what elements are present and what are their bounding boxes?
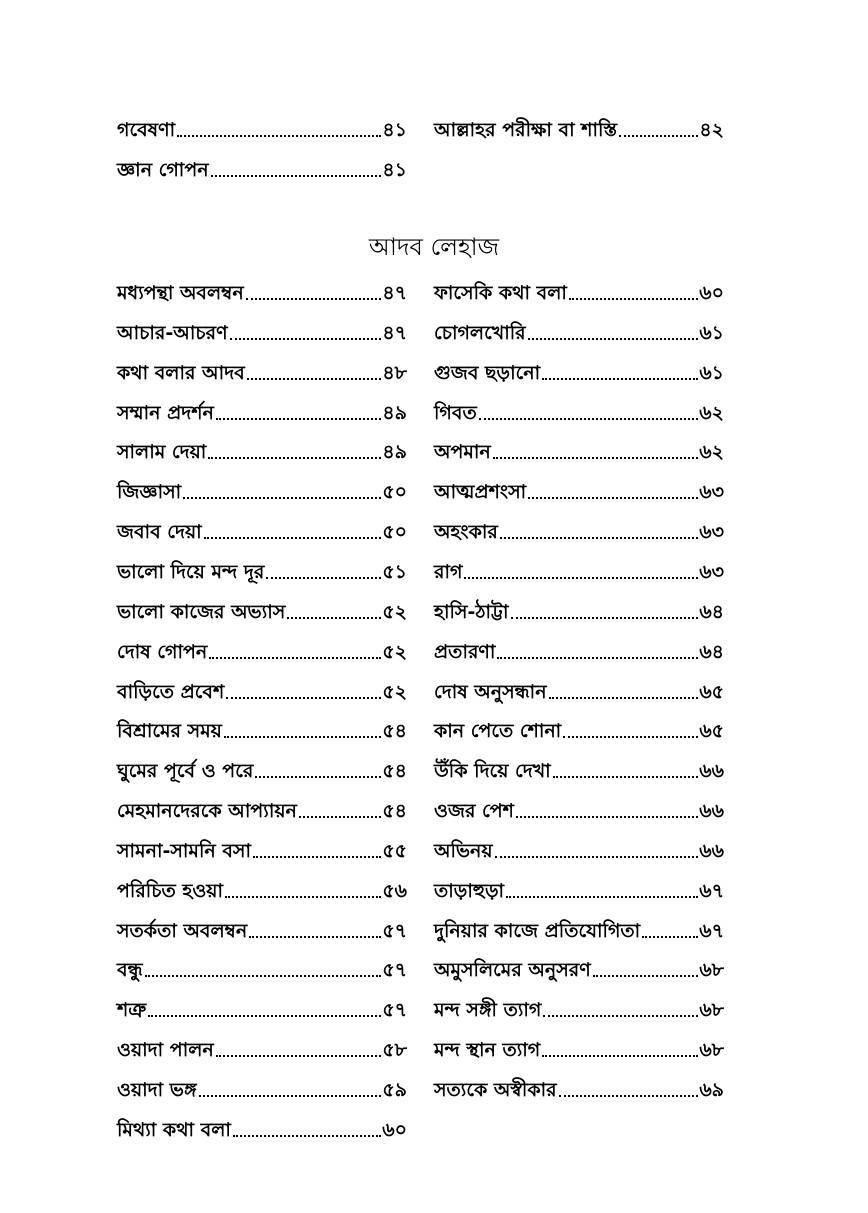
toc-entry-page: ৬৫ — [699, 680, 724, 703]
toc-entry-title: বন্ধু — [117, 959, 143, 982]
toc-entry — [117, 754, 407, 784]
toc-entry-page: ৪২ — [699, 119, 724, 141]
toc-entry-title: গবেষণা — [117, 119, 176, 141]
toc-entry-title: মেহমানদেরকে আপ্যায়ন — [117, 800, 297, 823]
toc-entry — [434, 754, 724, 784]
toc-dot-leader — [553, 776, 699, 778]
toc-entry — [117, 515, 407, 545]
toc-entry — [117, 953, 407, 983]
toc-entry-page: ৬৬ — [699, 800, 724, 823]
toc-entry-page: ৬৮ — [699, 959, 724, 982]
toc-entry-title: কথা বলার আদব — [117, 361, 245, 384]
toc-dot-leader — [211, 175, 382, 177]
toc-entry — [117, 834, 407, 864]
toc-entry-title: রাগ — [434, 560, 463, 583]
toc-entry-title: জবাব দেয়া — [117, 521, 202, 544]
toc-entry-title: মন্দ স্থান ত্যাগ — [434, 1039, 541, 1062]
toc-entry — [434, 396, 724, 426]
toc-dot-leader — [542, 1055, 698, 1057]
toc-entry — [117, 153, 407, 183]
toc-entry-title: সালাম দেয়া — [117, 441, 207, 464]
toc-entry-page: ৫০ — [382, 521, 407, 544]
toc-entry-page: ৬৩ — [699, 560, 724, 583]
toc-entry — [434, 515, 724, 545]
toc-dot-leader — [183, 497, 381, 499]
toc-entry — [434, 475, 724, 505]
toc-entry-page: ৪৭ — [382, 321, 407, 344]
toc-entry-page: ৬১ — [699, 321, 724, 344]
toc-entry — [117, 675, 407, 705]
toc-dot-leader — [528, 497, 698, 499]
toc-entry-page: ৬০ — [382, 1118, 407, 1141]
toc-entry — [434, 435, 724, 465]
toc-entry-title: অভিনয় — [434, 839, 493, 862]
toc-entry-title: ওজর পেশ — [434, 800, 514, 823]
toc-entry — [117, 475, 407, 505]
section-title: আদব লেহাজ — [368, 233, 500, 261]
toc-entry-title: সতর্কতা অবলম্বন — [117, 919, 248, 942]
toc-dot-leader — [266, 577, 381, 579]
toc-entry-title: গুজব ছড়ানো — [434, 361, 541, 384]
toc-entry-title: সত্যকে অস্বীকার — [434, 1079, 557, 1101]
toc-entry-page: ৬২ — [699, 401, 724, 424]
toc-entry-title: চোগলখোরি — [434, 321, 526, 344]
toc-dot-leader — [249, 936, 381, 938]
toc-dot-leader — [563, 736, 698, 738]
toc-entry-page: ৫৯ — [382, 1079, 407, 1101]
toc-entry-page: ৬০ — [699, 282, 724, 304]
toc-entry-page: ৪৭ — [382, 282, 407, 304]
toc-entry-title: ঘুমের পূর্বে ও পরে — [117, 760, 254, 783]
toc-entry-title: গিবত — [434, 401, 477, 424]
toc-dot-leader — [145, 975, 382, 977]
toc-entry-page: ৫৪ — [382, 760, 407, 783]
toc-entry-page: ৪১ — [382, 119, 407, 141]
toc-entry-page: ৫২ — [382, 680, 407, 703]
toc-entry — [117, 595, 407, 625]
toc-entry-title: অহংকার — [434, 521, 498, 544]
toc-dot-leader — [569, 298, 698, 300]
toc-dot-leader — [177, 135, 381, 137]
toc-entry-page: ৬৮ — [699, 999, 724, 1022]
toc-dot-leader — [233, 1135, 381, 1137]
toc-dot-leader — [299, 816, 381, 818]
toc-entry-title: শত্রু — [117, 999, 147, 1022]
toc-entry-page: ৪১ — [382, 159, 407, 181]
toc-entry — [117, 914, 407, 944]
toc-entry-title: ফাসেকি কথা বলা — [434, 282, 567, 304]
toc-dot-leader — [148, 1015, 381, 1017]
toc-dot-leader — [549, 697, 699, 699]
toc-entry-title: সামনা-সামনি বসা — [117, 839, 251, 862]
toc-entry-title: মন্দ সঙ্গী ত্যাগ — [434, 999, 542, 1022]
toc-entry — [434, 914, 724, 944]
toc-entry — [434, 993, 724, 1023]
toc-dot-leader — [543, 1015, 698, 1017]
toc-entry-page: ৫০ — [382, 481, 407, 504]
toc-entry-page: ৫২ — [382, 640, 407, 663]
toc-entry — [117, 435, 407, 465]
toc-entry-title: কান পেতে শোনা — [434, 720, 562, 743]
toc-dot-leader — [464, 577, 698, 579]
toc-entry-page: ৬৮ — [699, 1039, 724, 1062]
toc-dot-leader — [506, 896, 698, 898]
toc-dot-leader — [253, 856, 381, 858]
toc-entry — [117, 356, 407, 386]
toc-dot-leader — [255, 776, 381, 778]
toc-entry-page: ৬৬ — [699, 839, 724, 862]
toc-entry — [117, 1033, 407, 1063]
toc-dot-leader — [216, 1055, 382, 1057]
toc-entry-title: দোষ গোপন — [117, 640, 208, 663]
toc-dot-leader — [500, 537, 698, 539]
toc-dot-leader — [204, 537, 382, 539]
toc-dot-leader — [247, 378, 382, 380]
toc-dot-leader — [511, 617, 699, 619]
toc-entry — [434, 595, 724, 625]
toc-dot-leader — [225, 896, 381, 898]
toc-entry-title: জিজ্ঞাসা — [117, 481, 182, 504]
toc-entry-title: মিথ্যা কথা বলা — [117, 1118, 231, 1141]
toc-entry-page: ৬৪ — [699, 600, 724, 623]
toc-entry-page: ৫৭ — [382, 959, 407, 982]
toc-dot-leader — [642, 936, 698, 938]
toc-dot-leader — [224, 736, 381, 738]
toc-entry-page: ৬১ — [699, 361, 724, 384]
toc-entry-page: ৫৭ — [382, 999, 407, 1022]
toc-dot-leader — [199, 1095, 382, 1097]
toc-entry-page: ৫৪ — [382, 720, 407, 743]
toc-dot-leader — [287, 617, 381, 619]
toc-entry-title: ভালো দিয়ে মন্দ দূর — [117, 560, 265, 583]
toc-entry-page: ৬৩ — [699, 521, 724, 544]
toc-entry — [117, 714, 407, 744]
toc-entry-page: ৫৪ — [382, 800, 407, 823]
toc-dot-leader — [209, 657, 381, 659]
toc-dot-leader — [226, 697, 381, 699]
toc-entry-title: উঁকি দিয়ে দেখা — [434, 760, 551, 783]
toc-entry-page: ৬৬ — [699, 760, 724, 783]
toc-entry-page: ৬৯ — [699, 1079, 724, 1101]
toc-entry-page: ৫৬ — [382, 879, 407, 902]
toc-dot-leader — [559, 1095, 699, 1097]
toc-entry-title: ওয়াদা পালন — [117, 1039, 214, 1062]
toc-entry — [117, 874, 407, 904]
toc-entry — [434, 714, 724, 744]
toc-entry-page: ৬২ — [699, 441, 724, 464]
toc-dot-leader — [495, 856, 699, 858]
toc-entry — [117, 1073, 407, 1103]
toc-entry-title: পরিচিত হওয়া — [117, 879, 224, 902]
toc-entry — [117, 1113, 407, 1143]
toc-entry — [434, 675, 724, 705]
toc-dot-leader — [542, 378, 698, 380]
toc-entry — [434, 555, 724, 585]
toc-entry — [434, 113, 724, 143]
toc-entry-title: দুনিয়ার কাজে প্রতিযোগিতা — [434, 919, 641, 942]
toc-dot-leader — [246, 298, 382, 300]
toc-dot-leader — [216, 418, 381, 420]
toc-dot-leader — [619, 135, 698, 137]
toc-entry — [434, 316, 724, 346]
toc-entry-title: সম্মান প্রদর্শন — [117, 401, 214, 424]
toc-entry-title: আচার-আচরণ — [117, 321, 228, 344]
toc-entry-title: মধ্যপন্থা অবলম্বন — [117, 282, 244, 304]
toc-entry-page: ৫২ — [382, 600, 407, 623]
toc-entry — [434, 356, 724, 386]
toc-entry-title: অপমান — [434, 441, 491, 464]
toc-dot-leader — [230, 338, 382, 340]
toc-entry — [117, 555, 407, 585]
toc-entry — [117, 993, 407, 1023]
toc-entry-page: ৬৩ — [699, 481, 724, 504]
toc-entry — [434, 635, 724, 665]
toc-entry-page: ৫৮ — [382, 1039, 407, 1062]
toc-entry-title: অমুসলিমের অনুসরণ — [434, 959, 591, 982]
toc-entry-title: হাসি-ঠাট্টা — [434, 600, 509, 623]
toc-entry — [434, 1073, 724, 1103]
toc-entry — [434, 276, 724, 306]
toc-dot-leader — [516, 816, 698, 818]
toc-entry — [117, 635, 407, 665]
toc-entry-title: প্রতারণা — [434, 640, 496, 663]
toc-entry — [117, 396, 407, 426]
toc-entry-title: ভালো কাজের অভ্যাস — [117, 600, 286, 623]
toc-entry-title: বাড়িতে প্রবেশ — [117, 680, 225, 703]
toc-entry-page: ৪৯ — [382, 441, 407, 464]
toc-entry-page: ৫১ — [382, 560, 407, 583]
toc-entry — [117, 316, 407, 346]
toc-dot-leader — [528, 338, 699, 340]
toc-entry-title: ওয়াদা ভঙ্গ — [117, 1079, 197, 1101]
toc-entry — [117, 113, 407, 143]
toc-entry-title: দোষ অনুসন্ধান — [434, 680, 547, 703]
toc-entry — [117, 794, 407, 824]
toc-dot-leader — [479, 418, 699, 420]
toc-entry-title: বিশ্রামের সময় — [117, 720, 222, 743]
toc-entry-page: ৬৭ — [699, 919, 724, 942]
toc-dot-leader — [208, 457, 381, 459]
toc-entry — [434, 874, 724, 904]
toc-entry — [434, 834, 724, 864]
toc-entry — [434, 794, 724, 824]
toc-entry-page: ৫৫ — [382, 839, 407, 862]
toc-entry-page: ৫৭ — [382, 919, 407, 942]
toc-entry — [434, 953, 724, 983]
toc-entry-title: জ্ঞান গোপন — [117, 159, 209, 181]
toc-entry-page: ৬৭ — [699, 879, 724, 902]
toc-entry-title: তাড়াহুড়া — [434, 879, 505, 902]
toc-entry-title: আল্লাহর পরীক্ষা বা শাস্তি — [434, 119, 618, 141]
toc-entry-page: ৪৯ — [382, 401, 407, 424]
toc-entry-title: আত্মপ্রশংসা — [434, 481, 527, 504]
toc-entry-page: ৬৪ — [699, 640, 724, 663]
toc-entry — [434, 1033, 724, 1063]
toc-entry-page: ৪৮ — [382, 361, 407, 384]
toc-dot-leader — [493, 457, 699, 459]
toc-entry-page: ৬৫ — [699, 720, 724, 743]
toc-entry — [117, 276, 407, 306]
toc-dot-leader — [593, 975, 699, 977]
toc-dot-leader — [497, 657, 698, 659]
